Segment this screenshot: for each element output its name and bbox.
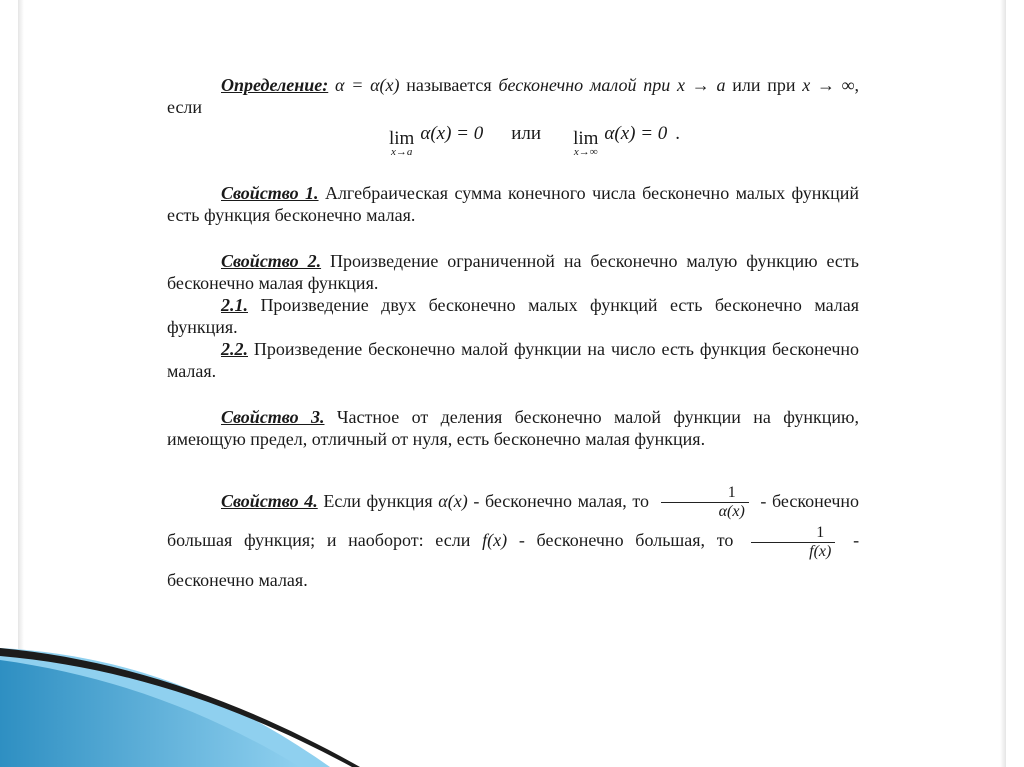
property-4-text-b: - бесконечно малая, то (473, 491, 649, 511)
property-2-2-label: 2.2. (221, 339, 248, 359)
definition-text-b: или при (732, 75, 796, 95)
fraction-2-numerator: 1 (816, 523, 825, 541)
limit-2-sub: x→∞ (573, 146, 598, 158)
property-4-text-a: Если функция (323, 491, 433, 511)
definition-cond1: x → a (676, 75, 726, 95)
limit-1-top: lim (389, 128, 415, 149)
property-4-text-e: - бесконечно малая. (167, 530, 860, 590)
limit-or: или (511, 123, 542, 144)
fraction-1-numerator: 1 (727, 484, 736, 502)
property-2-text: Произведение ограниченной на бесконечно малую функцию есть бесконечно малая функция. (167, 251, 859, 293)
property-4-fx: f(x) (482, 530, 508, 551)
property-2-2-text: Произведение бесконечно малой функции на число есть функция бесконечно малая. (167, 339, 860, 381)
property-1-text: Алгебраическая сумма конечного числа бесконечно малых функций есть функция бесконечно малая. (167, 183, 859, 225)
definition-formula: α = α(x) (335, 75, 400, 95)
definition-text-a: называется (406, 75, 492, 95)
limit-2-top: lim (573, 128, 599, 149)
property-3-text: Частное от деления бесконечно малой функции на функцию, имеющую предел, отличный от нуля, есть бесконечно малая функция. (167, 407, 860, 449)
property-4-label: Свойство 4. (221, 491, 318, 511)
fraction-1-denominator: α(x) (661, 502, 749, 521)
fraction-2-denominator: f(x) (751, 542, 835, 561)
property-3-label: Свойство 3. (221, 407, 325, 427)
property-4-alpha: α(x) (438, 491, 468, 511)
definition-label: Определение: (221, 75, 329, 95)
property-2-label: Свойство 2. (221, 251, 322, 271)
definition-cond2: x → ∞ (802, 75, 855, 95)
property-1-label: Свойство 1. (221, 183, 319, 203)
limit-2-expr: α(x) = 0 (604, 123, 668, 144)
limit-end: . (675, 123, 681, 144)
limit-1-expr: α(x) = 0 (420, 123, 484, 144)
property-2-1-label: 2.1. (221, 295, 248, 315)
property-2-1-text: Произведение двух бесконечно малых функций есть бесконечно малая функция. (167, 295, 860, 337)
property-4-text-c: - бесконечно большая функция; и наоборот: если (167, 491, 860, 551)
limit-1-sub: x→a (390, 146, 413, 158)
property-4-text-d: - бесконечно большая, то (518, 530, 734, 551)
definition-text-c: , если (167, 75, 860, 117)
definition-term: бесконечно малой при (498, 75, 671, 95)
